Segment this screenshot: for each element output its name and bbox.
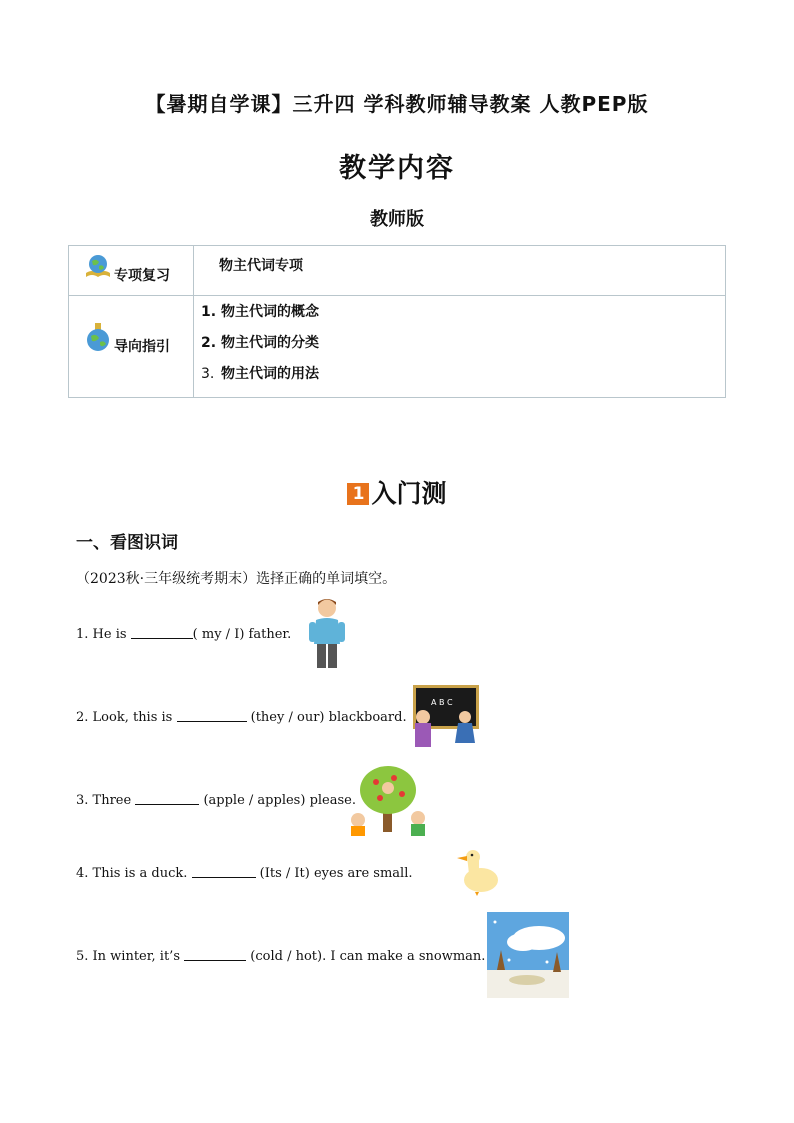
question-4: 4. This is a duck. (Its / It) eyes are small. [76,866,413,881]
answer-blank[interactable] [184,948,246,961]
blackboard-illustration [409,683,481,753]
section-number-badge: 1 [347,483,369,505]
answer-blank[interactable] [177,709,247,722]
guide-item: 2. 物主代词的分类 [201,335,319,351]
duck-illustration [455,846,501,900]
apple-tree-illustration [346,764,430,842]
document-subtitle: 教师版 [370,209,424,230]
section-title: 入门测 [371,479,447,508]
document-title: 教学内容 [339,153,455,184]
winter-scene-illustration [487,912,569,1002]
question-2: 2. Look, this is (they / our) blackboard. [76,710,407,725]
review-topic: 物主代词专项 [219,258,303,274]
pin-globe-icon [84,323,112,357]
question-3: 3. Three (apple / apples) please. [76,793,356,808]
answer-blank[interactable] [192,865,256,878]
svg-text:A B C: A B C [431,698,453,707]
father-illustration [305,596,349,676]
guide-item: 3. 物主代词的用法 [201,366,319,382]
book-globe-icon [84,253,112,285]
question-5: 5. In winter, it’s (cold / hot). I can make a snowman. [76,949,486,964]
answer-blank[interactable] [135,792,199,805]
section-heading [0,474,794,510]
document-header: 【暑期自学课】三升四 学科教师辅导教案 人教PEP版 [145,92,649,116]
guide-list [195,297,724,396]
guide-item: 1. 物主代词的概念 [201,304,319,320]
answer-blank[interactable] [131,626,193,639]
info-table [68,245,726,398]
guide-label: 导向指引 [114,339,170,355]
part-heading: 一、看图识词 [76,533,178,553]
review-label: 专项复习 [114,268,170,284]
question-source: （2023秋·三年级统考期末）选择正确的单词填空。 [76,571,397,587]
info-row-review [69,246,726,296]
info-row-guide [69,296,726,398]
question-1: 1. He is ( my / I) father. [76,627,292,642]
